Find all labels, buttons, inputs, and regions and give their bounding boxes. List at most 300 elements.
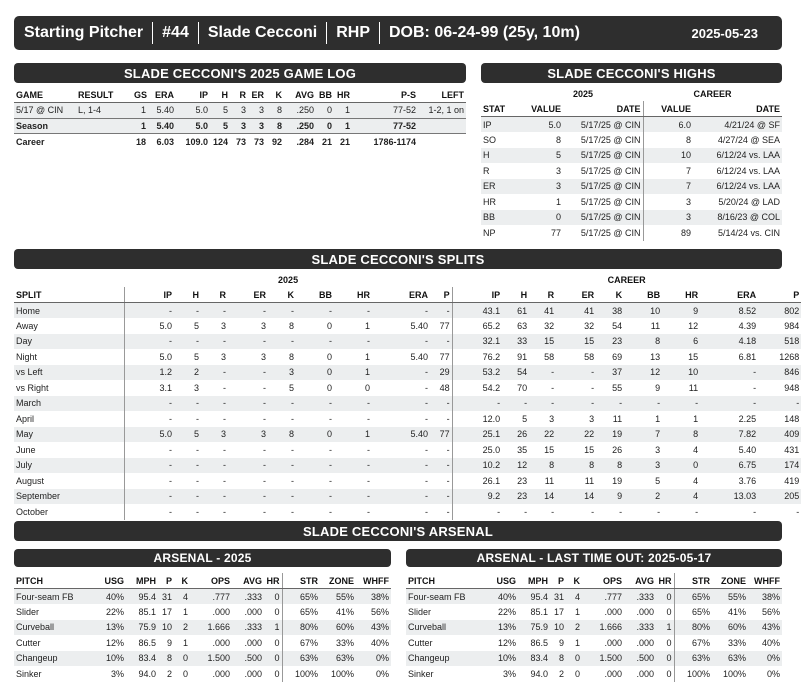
table-cell: - bbox=[263, 382, 266, 393]
table-cell: 5.40 bbox=[148, 103, 176, 119]
column-header: P-S bbox=[352, 87, 418, 103]
player-name: Slade Cecconi bbox=[207, 24, 318, 41]
table-cell: - bbox=[372, 334, 430, 350]
table-cell: 0 bbox=[326, 320, 332, 331]
table-cell bbox=[76, 118, 132, 134]
table-cell: 85.1 bbox=[138, 606, 156, 617]
table-cell: 9 bbox=[662, 303, 700, 319]
table-cell: 3 bbox=[193, 382, 199, 393]
table-cell: 1268 bbox=[779, 351, 800, 362]
arsenal-2025-table bbox=[14, 573, 391, 682]
table-cell: - bbox=[296, 489, 334, 505]
table-row bbox=[14, 442, 801, 458]
table-cell: 4/27/24 @ SEA bbox=[717, 134, 781, 145]
table-cell: - bbox=[174, 396, 201, 412]
table-row bbox=[14, 427, 801, 443]
table-cell: - bbox=[430, 334, 452, 350]
table-cell: 518 bbox=[758, 334, 801, 350]
column-header: VALUE bbox=[523, 101, 563, 117]
column-header: ER bbox=[228, 287, 268, 303]
table-cell: 21 bbox=[321, 136, 332, 147]
table-cell: 5/17/25 @ CIN bbox=[580, 227, 641, 238]
table-row bbox=[406, 635, 782, 651]
table-cell: 15 bbox=[529, 334, 556, 350]
table-row bbox=[406, 620, 782, 636]
table-cell: 6 bbox=[662, 334, 700, 350]
table-cell: - bbox=[196, 444, 199, 455]
table-cell: - bbox=[329, 444, 332, 455]
table-cell: - bbox=[228, 458, 268, 474]
table-cell: - bbox=[529, 365, 556, 381]
table-cell: - bbox=[228, 303, 268, 319]
table-row bbox=[481, 225, 782, 241]
column-header: P bbox=[158, 573, 174, 589]
table-cell: 15 bbox=[556, 334, 596, 350]
table-cell: 3.76 bbox=[738, 475, 757, 486]
table-cell: 75.9 bbox=[518, 620, 550, 636]
table-cell: - bbox=[296, 396, 334, 412]
table-cell: 10 bbox=[643, 148, 693, 164]
column-header: PITCH bbox=[406, 573, 482, 589]
table-cell: 11 bbox=[650, 320, 661, 331]
table-cell: - bbox=[446, 506, 450, 517]
table-cell: .284 bbox=[296, 136, 314, 147]
table-cell: - bbox=[334, 458, 372, 474]
gamelog-body bbox=[14, 103, 466, 150]
table-cell: 5.0 bbox=[523, 117, 563, 133]
table-cell: - bbox=[223, 413, 226, 424]
table-cell: 3 bbox=[260, 351, 266, 362]
table-cell: - bbox=[223, 444, 226, 455]
table-cell: 5/17/25 @ CIN bbox=[563, 179, 643, 195]
table-cell: 29 bbox=[430, 365, 452, 381]
table-cell: 5.0 bbox=[124, 427, 174, 443]
table-cell: - bbox=[201, 303, 228, 319]
table-cell: - bbox=[334, 489, 372, 505]
table-cell: 3% bbox=[502, 668, 516, 679]
table-cell: 5.0 bbox=[124, 349, 174, 365]
table-cell: 5/17/25 @ CIN bbox=[563, 117, 643, 133]
table-cell: 0 bbox=[174, 651, 190, 667]
table-cell: .250 bbox=[284, 118, 316, 134]
column-header: K bbox=[566, 573, 582, 589]
table-cell: 8/16/23 @ COL bbox=[693, 210, 782, 226]
table-cell: 89 bbox=[643, 225, 693, 241]
table-cell: .500 bbox=[624, 651, 656, 667]
column-header: ZONE bbox=[320, 573, 356, 589]
table-cell: Away bbox=[16, 320, 38, 331]
table-row bbox=[406, 651, 782, 667]
column-header: DATE bbox=[563, 101, 643, 117]
table-cell: 22 bbox=[556, 427, 596, 443]
table-cell: 77 bbox=[430, 427, 452, 443]
table-cell: 3 bbox=[643, 210, 693, 226]
table-cell: 5 bbox=[210, 118, 230, 134]
table-cell: 26 bbox=[612, 444, 623, 455]
column-header: HR bbox=[264, 573, 282, 589]
jersey-number: #44 bbox=[162, 24, 189, 41]
table-cell: 95.4 bbox=[126, 589, 158, 605]
splits-table bbox=[14, 273, 801, 520]
table-cell: Home bbox=[14, 303, 124, 319]
table-cell: 11 bbox=[688, 382, 699, 393]
column-header: ER bbox=[248, 87, 266, 103]
table-cell: 4 bbox=[174, 589, 190, 605]
table-cell: - bbox=[596, 396, 624, 412]
table-cell: 31 bbox=[550, 589, 566, 605]
table-cell: - bbox=[223, 382, 226, 393]
highs-table bbox=[481, 87, 782, 241]
table-cell: 0 bbox=[264, 589, 282, 605]
arsenal-last-header-row bbox=[406, 573, 782, 589]
column-header: K bbox=[596, 287, 624, 303]
table-cell: 0 bbox=[566, 651, 582, 667]
table-cell: 83.4 bbox=[126, 651, 158, 667]
table-cell: - bbox=[268, 489, 296, 505]
table-cell: 12% bbox=[105, 637, 124, 648]
table-cell: 1 bbox=[334, 118, 352, 134]
table-cell: 22% bbox=[105, 606, 124, 617]
column-header: H bbox=[502, 287, 529, 303]
column-header: STAT bbox=[481, 101, 523, 117]
table-row bbox=[14, 380, 801, 396]
table-cell: 56% bbox=[761, 606, 780, 617]
table-cell: - bbox=[334, 334, 372, 350]
table-cell: Sinker bbox=[16, 668, 42, 679]
table-cell: 0 bbox=[274, 637, 280, 648]
table-cell: - bbox=[201, 458, 228, 474]
table-cell: 1 bbox=[364, 351, 370, 362]
column-header: BB bbox=[296, 287, 334, 303]
table-cell: 15 bbox=[544, 444, 555, 455]
table-cell: - bbox=[425, 475, 428, 486]
table-cell: 0 bbox=[316, 103, 334, 119]
table-row bbox=[14, 134, 466, 150]
table-cell: 0 bbox=[666, 637, 672, 648]
table-cell: - bbox=[201, 365, 228, 381]
table-cell: - bbox=[662, 396, 700, 412]
table-cell: 7.82 bbox=[700, 427, 758, 443]
table-cell: 174 bbox=[758, 458, 801, 474]
table-cell: 0 bbox=[656, 589, 674, 605]
table-cell: 109.0 bbox=[185, 136, 208, 147]
table-cell: 0% bbox=[356, 651, 391, 667]
table-cell: 9 bbox=[558, 637, 564, 648]
arsenal-last-title: ARSENAL - LAST TIME OUT: 2025-05-17 bbox=[406, 549, 782, 567]
column-header: AVG bbox=[624, 573, 656, 589]
table-cell: 17 bbox=[161, 606, 172, 617]
table-cell: 10 bbox=[158, 620, 174, 636]
table-cell: 3 bbox=[268, 365, 296, 381]
table-cell: 3 bbox=[248, 118, 266, 134]
table-cell: 5 bbox=[655, 475, 661, 486]
column-header: ERA bbox=[372, 287, 430, 303]
splits-title: SLADE CECCONI'S SPLITS bbox=[14, 249, 782, 269]
table-cell: 48 bbox=[439, 382, 450, 393]
table-cell: - bbox=[268, 303, 296, 319]
table-cell: Night bbox=[16, 351, 38, 362]
table-cell: 86.5 bbox=[138, 637, 156, 648]
table-cell: 58 bbox=[544, 351, 555, 362]
table-cell: 205 bbox=[758, 489, 801, 505]
table-cell: 4 bbox=[662, 489, 700, 505]
table-cell: 5.0 bbox=[176, 103, 210, 119]
table-cell: - bbox=[556, 396, 596, 412]
table-row bbox=[481, 194, 782, 210]
table-row bbox=[14, 396, 801, 412]
column-header: IP bbox=[124, 287, 174, 303]
column-header: ERA bbox=[700, 287, 758, 303]
table-cell: 77-52 bbox=[352, 118, 418, 134]
table-cell: 61 bbox=[502, 303, 529, 319]
gamelog-table bbox=[14, 87, 466, 149]
table-cell: July bbox=[14, 458, 124, 474]
column-header: DATE bbox=[693, 101, 782, 117]
table-cell: 0 bbox=[296, 427, 334, 443]
table-cell: 6.81 bbox=[738, 351, 757, 362]
table-cell: .000 bbox=[636, 668, 654, 679]
splits-group-2025: 2025 bbox=[278, 275, 299, 285]
table-cell: 8 bbox=[550, 651, 566, 667]
column-header: K bbox=[174, 573, 190, 589]
table-cell: 19 bbox=[596, 427, 624, 443]
table-cell: - bbox=[174, 303, 201, 319]
table-cell: - bbox=[446, 413, 450, 424]
table-cell: 67% bbox=[674, 635, 712, 651]
table-cell: - bbox=[367, 413, 370, 424]
table-cell: 22 bbox=[529, 427, 556, 443]
table-cell: 7 bbox=[624, 427, 662, 443]
table-cell: - bbox=[263, 506, 266, 517]
table-cell: 5 bbox=[523, 148, 563, 164]
table-cell: 92 bbox=[271, 136, 282, 147]
table-cell bbox=[418, 134, 466, 150]
report-date: 2025-05-23 bbox=[691, 25, 758, 41]
table-cell: - bbox=[228, 334, 268, 350]
table-cell: - bbox=[446, 475, 450, 486]
highs-body bbox=[481, 117, 782, 241]
table-cell: - bbox=[296, 458, 334, 474]
table-cell: 33% bbox=[727, 637, 746, 648]
table-cell: Cutter bbox=[16, 637, 41, 648]
table-cell: - bbox=[329, 506, 332, 517]
table-cell: 10 bbox=[662, 365, 700, 381]
table-cell: 32 bbox=[544, 320, 555, 331]
table-cell: 3 bbox=[230, 118, 248, 134]
table-cell: 40% bbox=[370, 637, 389, 648]
table-cell: .000 bbox=[244, 637, 262, 648]
table-cell: 8 bbox=[266, 118, 284, 134]
table-cell: 8 bbox=[555, 134, 561, 145]
table-cell: 10 bbox=[550, 620, 566, 636]
table-cell: 3% bbox=[110, 668, 124, 679]
table-cell: Sinker bbox=[408, 668, 434, 679]
table-cell: 56% bbox=[370, 606, 389, 617]
table-cell: 4.18 bbox=[700, 334, 758, 350]
table-cell: 41 bbox=[529, 303, 556, 319]
table-cell: 8 bbox=[529, 458, 556, 474]
table-cell: - bbox=[291, 506, 294, 517]
table-cell: 1 bbox=[656, 620, 674, 636]
table-cell: - bbox=[624, 396, 662, 412]
table-row bbox=[14, 318, 801, 334]
table-cell: 25.1 bbox=[452, 427, 502, 443]
table-cell: 1.666 bbox=[190, 620, 232, 636]
table-cell bbox=[418, 118, 466, 134]
table-cell: 100% bbox=[282, 666, 320, 682]
table-cell: 5/17/25 @ CIN bbox=[563, 148, 643, 164]
table-row bbox=[14, 635, 391, 651]
column-header: VALUE bbox=[643, 101, 693, 117]
table-cell: Cutter bbox=[408, 637, 433, 648]
table-cell: 6/12/24 vs. LAA bbox=[693, 179, 782, 195]
table-cell: 55% bbox=[320, 589, 356, 605]
table-cell: 23 bbox=[517, 475, 528, 486]
table-cell: 802 bbox=[758, 303, 801, 319]
column-header: HR bbox=[656, 573, 674, 589]
table-cell: 77 bbox=[439, 320, 450, 331]
table-cell: 948 bbox=[784, 382, 800, 393]
table-cell: - bbox=[124, 303, 174, 319]
table-cell: 8 bbox=[643, 132, 693, 148]
table-cell: .000 bbox=[604, 668, 622, 679]
table-cell: .777 bbox=[582, 589, 624, 605]
table-cell: September bbox=[14, 489, 124, 505]
table-cell: 6/12/24 vs. LAA bbox=[716, 165, 781, 176]
table-cell: 6.75 bbox=[700, 458, 758, 474]
table-cell: 77 bbox=[550, 227, 561, 238]
table-cell: 5 bbox=[522, 413, 528, 424]
table-cell: 8 bbox=[266, 103, 284, 119]
table-cell: 0 bbox=[326, 351, 332, 362]
table-row bbox=[406, 589, 782, 605]
table-cell: .000 bbox=[636, 637, 654, 648]
table-cell: 12 bbox=[688, 320, 699, 331]
column-header: HR bbox=[662, 287, 700, 303]
table-row bbox=[481, 210, 782, 226]
table-cell: 35 bbox=[517, 444, 528, 455]
table-cell: 8 bbox=[624, 334, 662, 350]
table-cell: 37 bbox=[596, 365, 624, 381]
table-cell: August bbox=[16, 475, 45, 486]
column-header: IP bbox=[176, 87, 210, 103]
column-header: P bbox=[550, 573, 566, 589]
column-header: BB bbox=[316, 87, 334, 103]
gamelog-title: SLADE CECCONI'S 2025 GAME LOG bbox=[14, 63, 466, 83]
highs-group-row bbox=[481, 87, 782, 101]
table-cell: 5/17/25 @ CIN bbox=[580, 196, 641, 207]
table-cell: 32.1 bbox=[452, 334, 502, 350]
column-header: SPLIT bbox=[14, 287, 124, 303]
table-cell: 100% bbox=[722, 668, 746, 679]
table-cell: 75.9 bbox=[126, 620, 158, 636]
table-cell: 846 bbox=[758, 365, 801, 381]
table-cell: 14 bbox=[529, 489, 556, 505]
table-cell: 1 bbox=[574, 637, 580, 648]
table-cell: 1.666 bbox=[582, 620, 624, 636]
table-row bbox=[14, 589, 391, 605]
table-cell: 33% bbox=[335, 637, 354, 648]
splits-group-career: CAREER bbox=[607, 275, 646, 285]
table-cell: 5.0 bbox=[124, 318, 174, 334]
table-cell: 67% bbox=[282, 635, 320, 651]
table-row bbox=[14, 604, 391, 620]
table-cell: 3 bbox=[555, 165, 561, 176]
table-cell: 13 bbox=[650, 351, 661, 362]
table-cell: 86.5 bbox=[530, 637, 548, 648]
column-header: ZONE bbox=[712, 573, 748, 589]
table-cell: - bbox=[753, 506, 757, 517]
table-cell: 100% bbox=[330, 668, 354, 679]
table-cell: 65% bbox=[674, 589, 712, 605]
table-cell: - bbox=[201, 489, 228, 505]
table-cell: - bbox=[228, 365, 268, 381]
table-cell: 12.0 bbox=[452, 411, 502, 427]
column-header: ERA bbox=[148, 87, 176, 103]
table-cell: - bbox=[124, 473, 174, 489]
table-cell: Career bbox=[16, 136, 45, 147]
table-cell: - bbox=[372, 365, 430, 381]
table-cell: - bbox=[551, 382, 555, 393]
column-header: GAME bbox=[14, 87, 76, 103]
table-cell: .000 bbox=[604, 637, 622, 648]
table-cell: 5 bbox=[193, 351, 199, 362]
table-cell: - bbox=[524, 506, 528, 517]
table-cell: April bbox=[16, 413, 35, 424]
table-cell: - bbox=[452, 396, 502, 412]
table-cell: 53.2 bbox=[452, 365, 502, 381]
column-header: K bbox=[266, 87, 284, 103]
table-cell: 43.1 bbox=[452, 303, 502, 319]
column-header: MPH bbox=[518, 573, 550, 589]
table-cell: IP bbox=[481, 117, 523, 133]
table-cell: - bbox=[223, 475, 226, 486]
table-cell: 7 bbox=[643, 163, 693, 179]
table-cell: 32 bbox=[584, 320, 595, 331]
table-cell: 5.40 bbox=[410, 351, 428, 362]
table-row bbox=[14, 473, 801, 489]
table-cell: 1.500 bbox=[582, 651, 624, 667]
column-header: IP bbox=[452, 287, 502, 303]
table-cell: 0 bbox=[274, 606, 280, 617]
table-row bbox=[406, 604, 782, 620]
table-cell: - bbox=[329, 413, 332, 424]
table-cell: 55 bbox=[612, 382, 623, 393]
table-cell: 9 bbox=[166, 637, 172, 648]
table-row bbox=[14, 666, 391, 682]
table-cell: 5 bbox=[174, 427, 201, 443]
table-cell: 0 bbox=[656, 651, 674, 667]
table-cell: - bbox=[796, 506, 800, 517]
table-cell: - bbox=[425, 506, 428, 517]
table-cell: .333 bbox=[624, 589, 656, 605]
table-cell: Season bbox=[14, 118, 76, 134]
table-cell: 15 bbox=[584, 444, 595, 455]
table-cell: 95.4 bbox=[518, 589, 550, 605]
table-cell: - bbox=[263, 475, 266, 486]
table-cell: - bbox=[124, 458, 174, 474]
table-cell: 9.2 bbox=[452, 489, 502, 505]
table-cell: 63% bbox=[674, 651, 712, 667]
table-row bbox=[14, 118, 466, 134]
table-row bbox=[14, 651, 391, 667]
table-cell: Day bbox=[14, 334, 124, 350]
divider bbox=[152, 22, 153, 44]
table-cell: .000 bbox=[212, 637, 230, 648]
table-cell: 0 bbox=[662, 458, 700, 474]
table-row bbox=[481, 163, 782, 179]
table-cell: 4 bbox=[693, 444, 699, 455]
